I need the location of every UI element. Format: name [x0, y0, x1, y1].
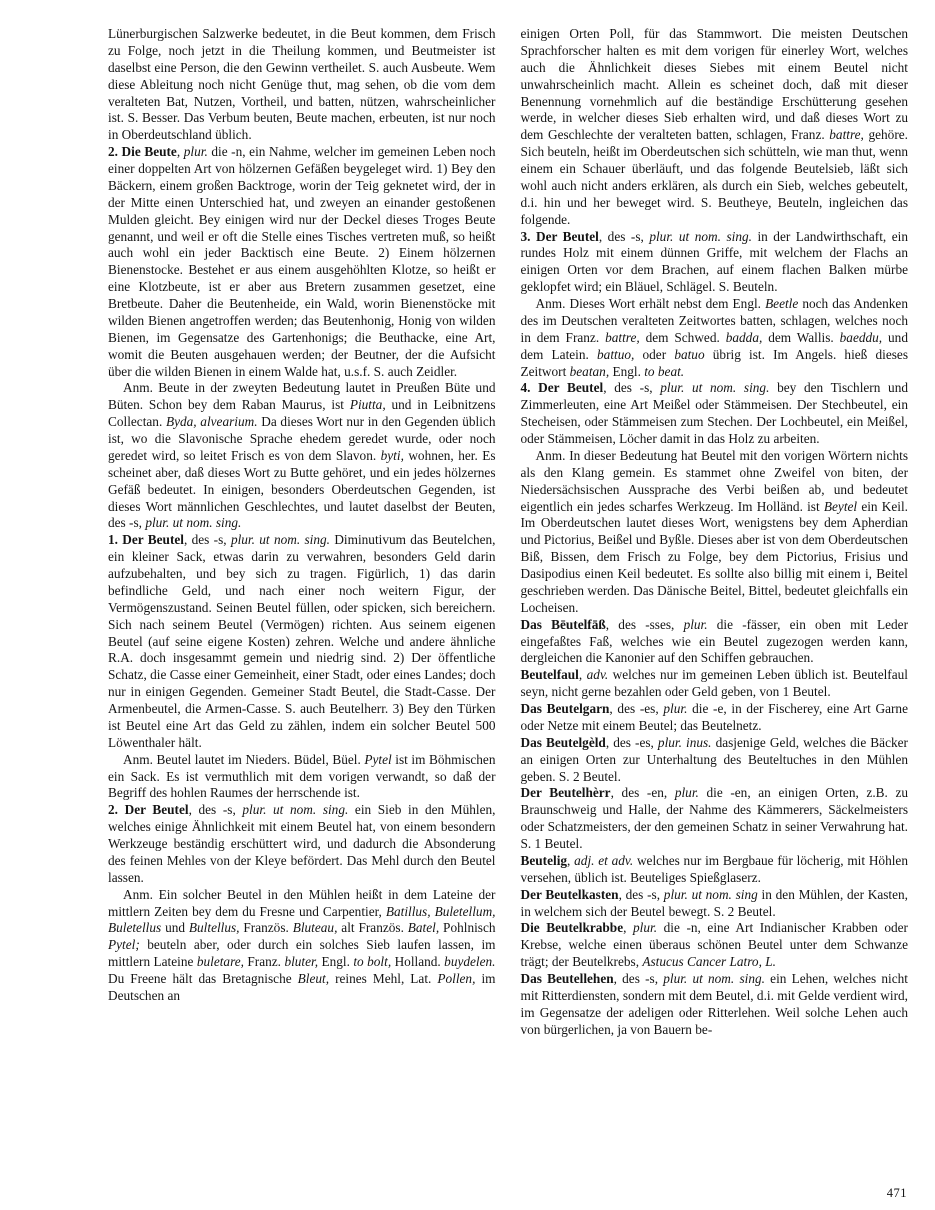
headword: 1. Der Beutel	[108, 532, 184, 548]
italic-text: Batel,	[407, 920, 440, 936]
paragraph	[108, 26, 496, 144]
headword: Das Beutellehen	[520, 971, 614, 986]
text-run: Franz.	[243, 954, 285, 970]
text-run: Anm. In dieser Bedeutung hat Beutel mit den vorigen Wörtern nichts als den Klang gemein. Es stammet ohne Zweifel von biten, der Niedersächsischen Aussprache des Verbi beißen ab, und bedeutet eigentlich ein jedes scharfes Werkzeug. Im Holländ. ist	[520, 447, 908, 514]
paragraph	[521, 701, 909, 735]
paragraph	[521, 667, 909, 701]
text-run: ,	[623, 920, 634, 936]
paragraph	[108, 380, 496, 532]
text-run: , des -en,	[610, 785, 675, 801]
text-run: , des -s,	[603, 380, 661, 396]
text-run: die -e, in der Fischerey, eine Art Garne oder Netze mit einem Beutel; das Beutelnetz.	[520, 701, 908, 733]
italic-text: Bleut,	[297, 971, 330, 986]
text-run: Engl.	[609, 363, 645, 379]
paragraph	[521, 785, 909, 853]
text-run: dem Schwed.	[639, 329, 726, 345]
italic-text: Pytel	[364, 751, 392, 767]
italic-text: battre,	[605, 329, 640, 345]
text-run: Anm. Dieses Wort erhält nebst dem Engl.	[535, 296, 766, 311]
italic-text: adv.	[586, 667, 609, 683]
italic-text: Bultellus,	[188, 920, 240, 936]
text-run: welches nur im Bergbaue für löcherig, mit Höhlen versehen, üblich ist. Beuteliges Spießglaserz.	[520, 852, 908, 885]
italic-text: Bluteau,	[292, 920, 338, 936]
headword: Das Bēutelfāß	[520, 616, 606, 632]
text-run: noch das Andenken des im Deutschen veralteten Zeitwortes batten, schlagen, welches noch in dem Franz.	[520, 296, 908, 345]
text-run: Du Freene hält das Bretagnische	[108, 971, 298, 986]
paragraph	[521, 617, 909, 668]
italic-text: Batillus, Buletellum, Buletellus	[108, 903, 496, 936]
headword: Das Beutelgarn	[520, 701, 610, 716]
paragraph	[521, 735, 909, 786]
text-run: ,	[578, 667, 587, 683]
paragraph	[108, 144, 496, 380]
italic-text: byti,	[380, 447, 404, 463]
italic-text: plur. ut nom. sing.	[660, 380, 770, 396]
headword: Der Beutelkasten	[520, 886, 619, 902]
text-run: in den Mühlen, der Kasten, in welchem sich der Beutel bewegt. S. 2 Beutel.	[520, 886, 909, 919]
paragraph	[108, 532, 496, 751]
text-run: Da dieses Wort nur in den Gegenden üblich ist, wo die Slavonische Sprache ehedem geredet wurde, oder noch geredet wird, so leitet Frisch es von dem Slavon.	[108, 414, 496, 463]
paragraph	[521, 296, 909, 380]
text-run: und	[161, 920, 189, 936]
text-run: welches nur im gemeinen Leben üblich ist. Beutelfaul seyn, nicht gerne bezahlen oder Geld geben, von 1 Beutel.	[520, 667, 908, 700]
italic-text: plur.	[683, 616, 708, 632]
text-run: Anm. Ein solcher Beutel in den Mühlen heißt in dem Lateine der mittlern Zeiten bey dem du Fresne und Carpentier,	[108, 886, 496, 919]
italic-text: Beetle	[765, 296, 799, 311]
text-run: ,	[567, 852, 575, 868]
text-run: beuteln aber, oder durch ein solches Sieb laufen lassen, im mittlern Lateine	[108, 937, 496, 970]
text-run: , des -s,	[618, 886, 664, 902]
text-run: im Deutschen an	[108, 971, 496, 1003]
text-run: in der Landwirthschaft, ein rundes Holz mit einem dünnen Griffe, mit welchem der Flachs an einigen Orten vor dem Brachen, auf einem flachen Balken mürbe geklopfet wird; ein Bläuel, Schlägel. S. Beuteln.	[520, 228, 908, 295]
text-run: reines Mehl, Lat.	[329, 971, 438, 986]
text-run: Französ.	[239, 920, 293, 936]
paragraph	[521, 887, 909, 921]
text-run: und in Leibnitzens Collectan.	[108, 397, 496, 430]
text-run: , des -s,	[613, 971, 664, 986]
text-run: , des -s,	[183, 532, 231, 548]
headword: Die Beutelkrabbe	[520, 920, 624, 936]
text-run: , des -sses,	[605, 616, 684, 632]
text-run: Engl.	[318, 954, 354, 970]
italic-text: beatan,	[569, 363, 610, 379]
text-run: die -en, an einigen Orten, z.B. zu Braunschweig und Halle, der Nahme des Kämmerers, Säckelmeisters oder Schatzmeisters, der den gemeinen Schatz in seiner Verwahrung hat. S. 1 Beutel.	[520, 785, 909, 851]
italic-text: battre,	[829, 127, 864, 143]
text-run: einigen Orten Poll, für das Stammwort. Die meisten Deutschen Sprachforscher halten es mit dem vorigen für einerley Wort, welches auch die Ähnlichkeit dieses Siebes mit einem Beutel nicht unwahrscheinlich macht. Allein es scheinet doch, daß mit dieser Benennung vornehmlich auf die beständige Erschütterung gesehen werde, in welcher dieses Sieb erhalten wird, und daß dieses Wort zu dem Geschlechte der veralteten batten, schlagen, Franz.	[520, 26, 908, 143]
text-run: Lünerburgischen Salzwerke bedeutet, in die Beut kommen, dem Frisch zu Folge, noch jetzt in die Theilung kommen, und Beutmeister ist daselbst eine Person, die den Gewinn vertheilet. S. auch Ausbeute. Wem diese Ableitung noch nicht Genüge thut, mag sehen, ob die vom dem veralteten Bat, Nutzen, Vortheil, und batten, nützen, wahrscheinlicher ist. S. Besser. Das Verbum beuten, Beute machen, erbeuten, ist nur noch in Oberdeutschland üblich.	[108, 26, 496, 143]
text-run: Anm. Beutel lautet im Nieders. Büdel, Büel.	[123, 751, 365, 767]
paragraph	[521, 971, 909, 1039]
italic-text: to bolt,	[353, 954, 392, 970]
italic-text: plur.	[663, 701, 688, 716]
text-run: gehöre. Sich beuteln, heißt im Oberdeutschen sich schütteln, wie man thut, wenn einem ein Schauer überläuft, und das folgende Beutelsieb, läßt sich wohl auch nicht anders erklären, als durch ein Sieb, welches gebeutelt, d.i. hin und her beweget wird. S. Beutheye, Beuteln, ingleichen das folgende.	[520, 127, 908, 227]
text-run: bey den Tischlern und Zimmerleuten, eine Art Meißel oder Stämmeisen. Der Stechbeutel, ein Stecheisen, oder Stämmeisen zum Stechen. Der Lochbeutel, ein Meißel, oder Stämmeisen, Löcher damit in das Holz zu arbeiten.	[520, 380, 909, 446]
headword: 3. Der Beutel	[520, 228, 599, 244]
italic-text: plur.	[633, 920, 658, 936]
text-run: Holland.	[391, 954, 445, 970]
italic-text: Astucus Cancer Latro, L.	[642, 954, 776, 970]
italic-text: Beytel	[823, 498, 858, 514]
text-run: , des -es,	[609, 701, 664, 716]
left-column	[108, 26, 496, 1039]
text-run: ist im Böhmischen ein Sack. Es ist vermuthlich mit dem vorigen verwandt, so daß der Begriff des hohlen Raumes der herrschende ist.	[108, 751, 496, 801]
paragraph	[521, 380, 909, 448]
italic-text: Byda, alvearium.	[165, 414, 258, 430]
text-run: übrig ist. Im Angels. hieß dieses Zeitwort	[520, 346, 908, 379]
italic-text: plur. ut nom. sing.	[230, 532, 330, 548]
headword: Der Beutelhèrr	[520, 785, 611, 801]
headword: 2. Die Beute	[108, 144, 177, 160]
italic-text: plur. ut nom. sing.	[145, 515, 242, 531]
text-run: die -fässer, ein oben mit Leder eingefaßtes Faß, welches wie ein Beutel zugezogen werden kann, dergleichen die Kanonier auf den Schiffen gebrauchen.	[520, 616, 908, 666]
text-run: ,	[176, 144, 184, 160]
text-run: alt Französ.	[337, 920, 408, 936]
text-run: die -n, eine Art Indianischer Krabben oder Krebse, welche einen überaus schönen Beutel unter dem Schwanze trägt; der Beutelkrebs,	[520, 920, 908, 970]
paragraph	[521, 920, 909, 971]
paragraph	[108, 887, 496, 1005]
italic-text: plur.	[183, 144, 208, 160]
paragraph	[108, 802, 496, 886]
paragraph	[521, 448, 909, 617]
italic-text: batuo	[674, 346, 705, 362]
italic-text: to beat.	[644, 363, 685, 379]
text-run: , des -s,	[598, 228, 650, 244]
headword: Das Beutelgèld	[520, 734, 606, 750]
italic-text: buletare,	[196, 954, 244, 970]
headword: Beutelig	[520, 852, 568, 868]
paragraph	[521, 26, 909, 229]
text-run: und dem Latein.	[520, 329, 908, 362]
italic-text: Pytel;	[108, 937, 140, 953]
text-run: Anm. Beute in der zweyten Bedeutung lautet in Preußen Büte und Büten. Schon bey dem Raban Maurus, ist	[108, 380, 496, 413]
italic-text: Pollen,	[437, 971, 476, 986]
text-run: wohnen, her. Es scheinet aber, daß dieses Wort zu Butte gehöret, und ein jedes hölzernes Gefäß bedeutet. In einigen, besonders Oberdeutschen Gegenden, ist dieses Wort männlichen Geschlechtes, und lautet daselbst der Beuten, des -s,	[108, 447, 496, 531]
text-run: Diminutivum das Beutelchen, ein kleiner Sack, etwas darin zu verwahren, besonders Geld darin aufzubehalten, und bey sich zu tragen. Figürlich, 1) das darin befindliche Geld, und nach einer noch weitern Figur, der Vermögenszustand. Seinen Beutel füllen, oder spicken, sich bereichern. Sich nach seinem Beutel (Vermögen) richten. Aus seinem eigenen Beutel (auf seine eigene Kosten) zehren. Welche und andere ähnliche R.A. doch insgesammt gemein und niedrig sind. 2) Der öffentliche Schatz, die Casse einer Gemeinheit, einer Stadt, oder eines Landes; doch nur in einigen Gegenden. Gemeiner Stadt Beutel, die Stadt-Casse. Der Armenbeutel, die Armen-Casse. S. auch Beutelherr. 3) Bey den Türken ist Beutel eine Art das Geld zu zählen, indem ein solcher Beutel 500 Löwenthaler hält.	[108, 532, 496, 750]
italic-text: plur. ut nom. sing.	[663, 971, 765, 986]
italic-text: bluter,	[284, 954, 319, 970]
italic-text: plur. ut nom. sing.	[649, 228, 752, 244]
italic-text: Piutta,	[349, 397, 386, 413]
text-run: ein Lehen, welches nicht mit Ritterdiensten, sondern mit dem Beutel, d.i. mit Gelde verdient wird, im Gegensatze der adeligen oder Ritterlehen. Weil solche Lehen auch von bürgerlichen, ja von Bauern be-	[520, 971, 908, 1037]
headword: 4. Der Beutel	[520, 380, 604, 396]
italic-text: battuo,	[597, 346, 635, 362]
paragraph	[521, 853, 909, 887]
text-run: dem Wallis.	[762, 329, 840, 345]
italic-text: baeddu,	[839, 329, 883, 345]
text-run: oder	[634, 346, 675, 362]
italic-text: plur. ut nom. sing	[663, 886, 758, 902]
paragraph	[521, 229, 909, 297]
text-run: die -n, ein Nahme, welcher im gemeinen Leben noch einer doppelten Art von hölzernen Gefäßen beygeleget wird. 1) Bey den Bäckern, einem großen Backtroge, worin der Teig geknetet wird, der in der Mitte einen Unterschied hat, und zweyen an einander gestoßenen Mulden gleicht. Bey einigen wird nur der Deckel dieses Troges Beute genannt, und weil er oft die Stelle eines Tisches vertreten muß, so heißt auch wohl ein jeder Backtisch eine Beute. 2) Einem hölzernen Bienenstocke. Bestehet er aus einem ausgehöhlten Klotze, so heißt er eine Klotzbeute, ist er aber aus Bretern zusammen gesetzet, eine Bretbeute. Daher die Beutenheide, ein Wald, worin Bienenstöcke mit wilden Bienen angetroffen werden; das Beutenhonig, Honig von wilden Bienen, im Gegensatze des Gartenhonigs; die Beuthacke, eine Art, womit die Beuten ausgehauen werden; der Beutner, der die Aufsicht über die wilden Bienen in einem Walde hat, u.s.f. S. auch Zeidler.	[108, 144, 496, 379]
text-run: , des -es,	[605, 734, 658, 750]
text-run: , des -s,	[188, 802, 243, 818]
italic-text: plur.	[674, 785, 699, 801]
text-run: ein Keil. Im Oberdeutschen lautet dieses Wort, wenigstens bey dem Apherdian und Pictorius, Beißel und Byßle. Dieses aber ist von dem Oberdeutschen Biß, Bissen, dem Frisch zu Folge, bey dem Pictorius, Frisius und Dasipodius einen Keil bedeutet. Es sollte also billig mit einem i, Beitel geschrieben werden. Das Dänische Beitel, Bittel, bedeutet gleichfalls ein Locheisen.	[520, 498, 908, 615]
headword: Beutelfaul	[520, 667, 579, 683]
paragraph	[108, 752, 496, 803]
italic-text: plur. inus.	[657, 734, 712, 750]
text-columns	[108, 26, 908, 1039]
headword: 2. Der Beutel	[108, 802, 189, 818]
italic-text: buydelen.	[444, 954, 496, 970]
italic-text: badda,	[725, 329, 763, 345]
text-run: ein Sieb in den Mühlen, welches einige Ähnlichkeit mit einem Beutel hat, von einem besondern Werkzeuge beständig erschüttert wird, und dadurch die Absonderung des feinen Mehles von der Kleye befördert. Das Mehl durch den Beutel lassen.	[108, 802, 496, 885]
text-run: Pohlnisch	[439, 920, 496, 936]
text-run: dasjenige Geld, welches die Bäcker an einigen Orten zur Unterhaltung des Beuteltuches in den Mühlen geben. S. 2 Beutel.	[520, 734, 908, 784]
right-column	[521, 26, 909, 1039]
page-number: 471	[886, 1186, 907, 1200]
italic-text: plur. ut nom. sing.	[242, 802, 349, 818]
italic-text: adj. et adv.	[574, 852, 634, 868]
